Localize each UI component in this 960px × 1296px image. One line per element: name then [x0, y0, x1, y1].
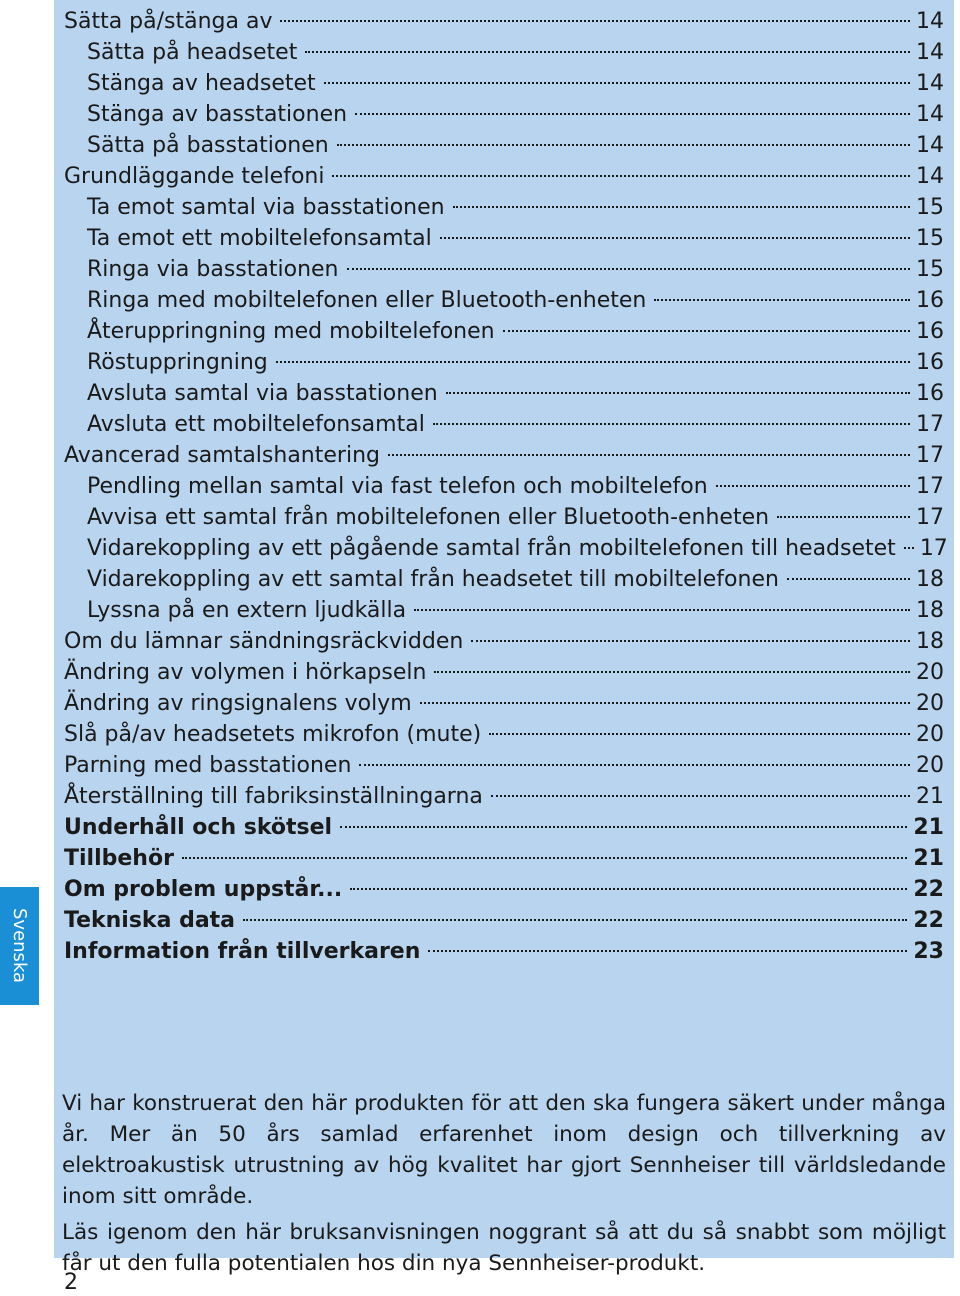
toc-entry-title: Slå på/av headsetets mikrofon (mute) — [64, 722, 482, 747]
intro-text — [62, 1088, 946, 1284]
toc-entry — [64, 812, 944, 843]
toc-entry-title: Ringa med mobiltelefonen eller Bluetooth-enheten — [87, 288, 647, 313]
toc-entry-title: Tekniska data — [64, 908, 236, 933]
toc-entry — [64, 626, 944, 657]
toc-entry-title: Vidarekoppling av ett samtal från headsetet till mobiltelefonen — [87, 567, 779, 592]
toc-leader-dots — [446, 392, 910, 394]
toc-entry — [64, 905, 944, 936]
toc-leader-dots — [337, 144, 910, 146]
toc-entry-page: 17 — [916, 474, 944, 499]
language-tab — [0, 887, 39, 1005]
toc-entry — [64, 316, 944, 347]
toc-entry-page: 20 — [916, 722, 944, 747]
toc-entry-title: Stänga av headsetet — [87, 71, 316, 96]
toc-entry-title: Om du lämnar sändningsräckvidden — [64, 629, 464, 654]
toc-entry-title: Ändring av volymen i hörkapseln — [64, 660, 427, 685]
toc-entry — [64, 409, 944, 440]
toc-entry-title: Avancerad samtalshantering — [64, 443, 380, 468]
toc-entry-title: Återställning till fabriksinställningarna — [64, 784, 483, 809]
toc-entry-page: 17 — [919, 536, 948, 561]
toc-entry-title: Stänga av basstationen — [87, 102, 348, 127]
toc-entry-page: 21 — [913, 846, 944, 871]
toc-entry — [64, 502, 944, 533]
table-of-contents — [64, 6, 948, 967]
toc-entry — [64, 130, 944, 161]
toc-leader-dots — [434, 671, 910, 673]
toc-leader-dots — [350, 888, 907, 890]
toc-leader-dots — [489, 733, 910, 735]
toc-leader-dots — [243, 919, 907, 921]
toc-entry-page: 15 — [916, 257, 944, 282]
toc-leader-dots — [440, 237, 910, 239]
toc-entry-title: Ta emot samtal via basstationen — [87, 195, 445, 220]
toc-entry-page: 21 — [916, 784, 944, 809]
toc-leader-dots — [428, 950, 907, 952]
toc-entry-page: 17 — [916, 505, 944, 530]
toc-leader-dots — [414, 609, 910, 611]
toc-entry-page: 23 — [913, 939, 944, 964]
toc-entry — [64, 657, 944, 688]
toc-leader-dots — [347, 268, 911, 270]
toc-entry-title: Sätta på/stänga av — [64, 9, 273, 34]
toc-leader-dots — [182, 857, 907, 859]
toc-leader-dots — [491, 795, 910, 797]
toc-entry-title: Lyssna på en extern ljudkälla — [87, 598, 407, 623]
intro-paragraph: Vi har konstruerat den här produkten för att den ska fungera säkert under många år. Mer än 50 års samlad erfarenhet inom design och tillverkning av elektroakustisk utrustning av hög kvalitet har gjort Sennheiser till världsledande inom sitt område. — [62, 1091, 946, 1209]
toc-entry — [64, 688, 944, 719]
toc-entry — [64, 595, 944, 626]
toc-entry — [64, 843, 944, 874]
toc-entry-page: 16 — [916, 381, 944, 406]
toc-entry-title: Sätta på basstationen — [87, 133, 329, 158]
toc-entry — [64, 68, 944, 99]
toc-leader-dots — [332, 175, 910, 177]
toc-entry-title: Information från tillverkaren — [64, 939, 421, 964]
toc-entry-title: Tillbehör — [64, 846, 174, 871]
toc-entry — [64, 719, 944, 750]
toc-leader-dots — [716, 485, 910, 487]
toc-leader-dots — [359, 764, 910, 766]
toc-entry — [64, 471, 944, 502]
toc-entry-page: 18 — [916, 629, 944, 654]
toc-entry-title: Ringa via basstationen — [87, 257, 339, 282]
toc-entry-title: Röstuppringning — [87, 350, 268, 375]
toc-entry — [64, 254, 944, 285]
toc-entry-page: 17 — [916, 412, 944, 437]
toc-leader-dots — [787, 578, 910, 580]
toc-entry-page: 18 — [916, 598, 944, 623]
toc-entry — [64, 161, 944, 192]
toc-entry — [64, 99, 944, 130]
toc-entry-title: Avsluta samtal via basstationen — [87, 381, 438, 406]
toc-leader-dots — [777, 516, 910, 518]
toc-entry-title: Vidarekoppling av ett pågående samtal från mobiltelefonen till headsetet — [87, 536, 896, 561]
toc-entry-page: 17 — [916, 443, 944, 468]
toc-entry-page: 18 — [916, 567, 944, 592]
toc-entry-page: 14 — [916, 9, 944, 34]
toc-entry-title: Ta emot ett mobiltelefonsamtal — [87, 226, 432, 251]
toc-leader-dots — [503, 330, 910, 332]
toc-entry-page: 14 — [916, 133, 944, 158]
page-number: 2 — [64, 1270, 78, 1295]
toc-entry-title: Om problem uppstår... — [64, 877, 343, 902]
intro-paragraph: Läs igenom den här bruksanvisningen noggrant så att du så snabbt som möjligt får ut den fulla potentialen hos din nya Sennheiser-produkt. — [62, 1220, 946, 1276]
toc-entry — [64, 285, 944, 316]
toc-leader-dots — [433, 423, 910, 425]
toc-entry-page: 14 — [916, 102, 944, 127]
toc-entry-page: 16 — [916, 288, 944, 313]
toc-leader-dots — [453, 206, 910, 208]
toc-leader-dots — [420, 702, 910, 704]
toc-entry-page: 22 — [913, 877, 944, 902]
toc-entry-page: 16 — [916, 319, 944, 344]
toc-leader-dots — [276, 361, 910, 363]
toc-leader-dots — [305, 51, 910, 53]
toc-entry — [64, 874, 944, 905]
toc-entry — [64, 347, 944, 378]
toc-leader-dots — [654, 299, 910, 301]
toc-entry — [64, 6, 944, 37]
toc-entry — [64, 378, 944, 409]
toc-leader-dots — [904, 547, 914, 549]
toc-entry — [64, 750, 944, 781]
toc-entry-page: 20 — [916, 691, 944, 716]
toc-leader-dots — [340, 826, 907, 828]
toc-entry-title: Sätta på headsetet — [87, 40, 298, 65]
toc-leader-dots — [355, 113, 910, 115]
toc-leader-dots — [324, 82, 910, 84]
toc-entry-page: 15 — [916, 195, 944, 220]
toc-entry-title: Grundläggande telefoni — [64, 164, 325, 189]
toc-entry-title: Avsluta ett mobiltelefonsamtal — [87, 412, 425, 437]
toc-entry-page: 20 — [916, 660, 944, 685]
toc-entry — [64, 440, 944, 471]
toc-leader-dots — [388, 454, 910, 456]
toc-entry — [64, 192, 944, 223]
toc-entry-title: Avvisa ett samtal från mobiltelefonen eller Bluetooth-enheten — [87, 505, 770, 530]
toc-leader-dots — [280, 20, 910, 22]
toc-entry-title: Underhåll och skötsel — [64, 815, 333, 840]
toc-entry-page: 14 — [916, 164, 944, 189]
language-tab-label: Svenska — [9, 908, 30, 984]
toc-entry-page: 21 — [913, 815, 944, 840]
toc-entry — [64, 533, 948, 564]
toc-entry — [64, 223, 944, 254]
toc-entry-title: Parning med basstationen — [64, 753, 352, 778]
toc-entry — [64, 564, 944, 595]
toc-entry-page: 14 — [916, 71, 944, 96]
toc-entry-title: Ändring av ringsignalens volym — [64, 691, 412, 716]
toc-entry-page: 16 — [916, 350, 944, 375]
toc-entry-page: 22 — [913, 908, 944, 933]
toc-entry — [64, 936, 944, 967]
toc-entry-title: Återuppringning med mobiltelefonen — [87, 319, 495, 344]
toc-entry — [64, 781, 944, 812]
toc-entry-page: 15 — [916, 226, 944, 251]
toc-leader-dots — [471, 640, 910, 642]
toc-entry — [64, 37, 944, 68]
toc-entry-page: 20 — [916, 753, 944, 778]
toc-entry-page: 14 — [916, 40, 944, 65]
toc-entry-title: Pendling mellan samtal via fast telefon och mobiltelefon — [87, 474, 708, 499]
